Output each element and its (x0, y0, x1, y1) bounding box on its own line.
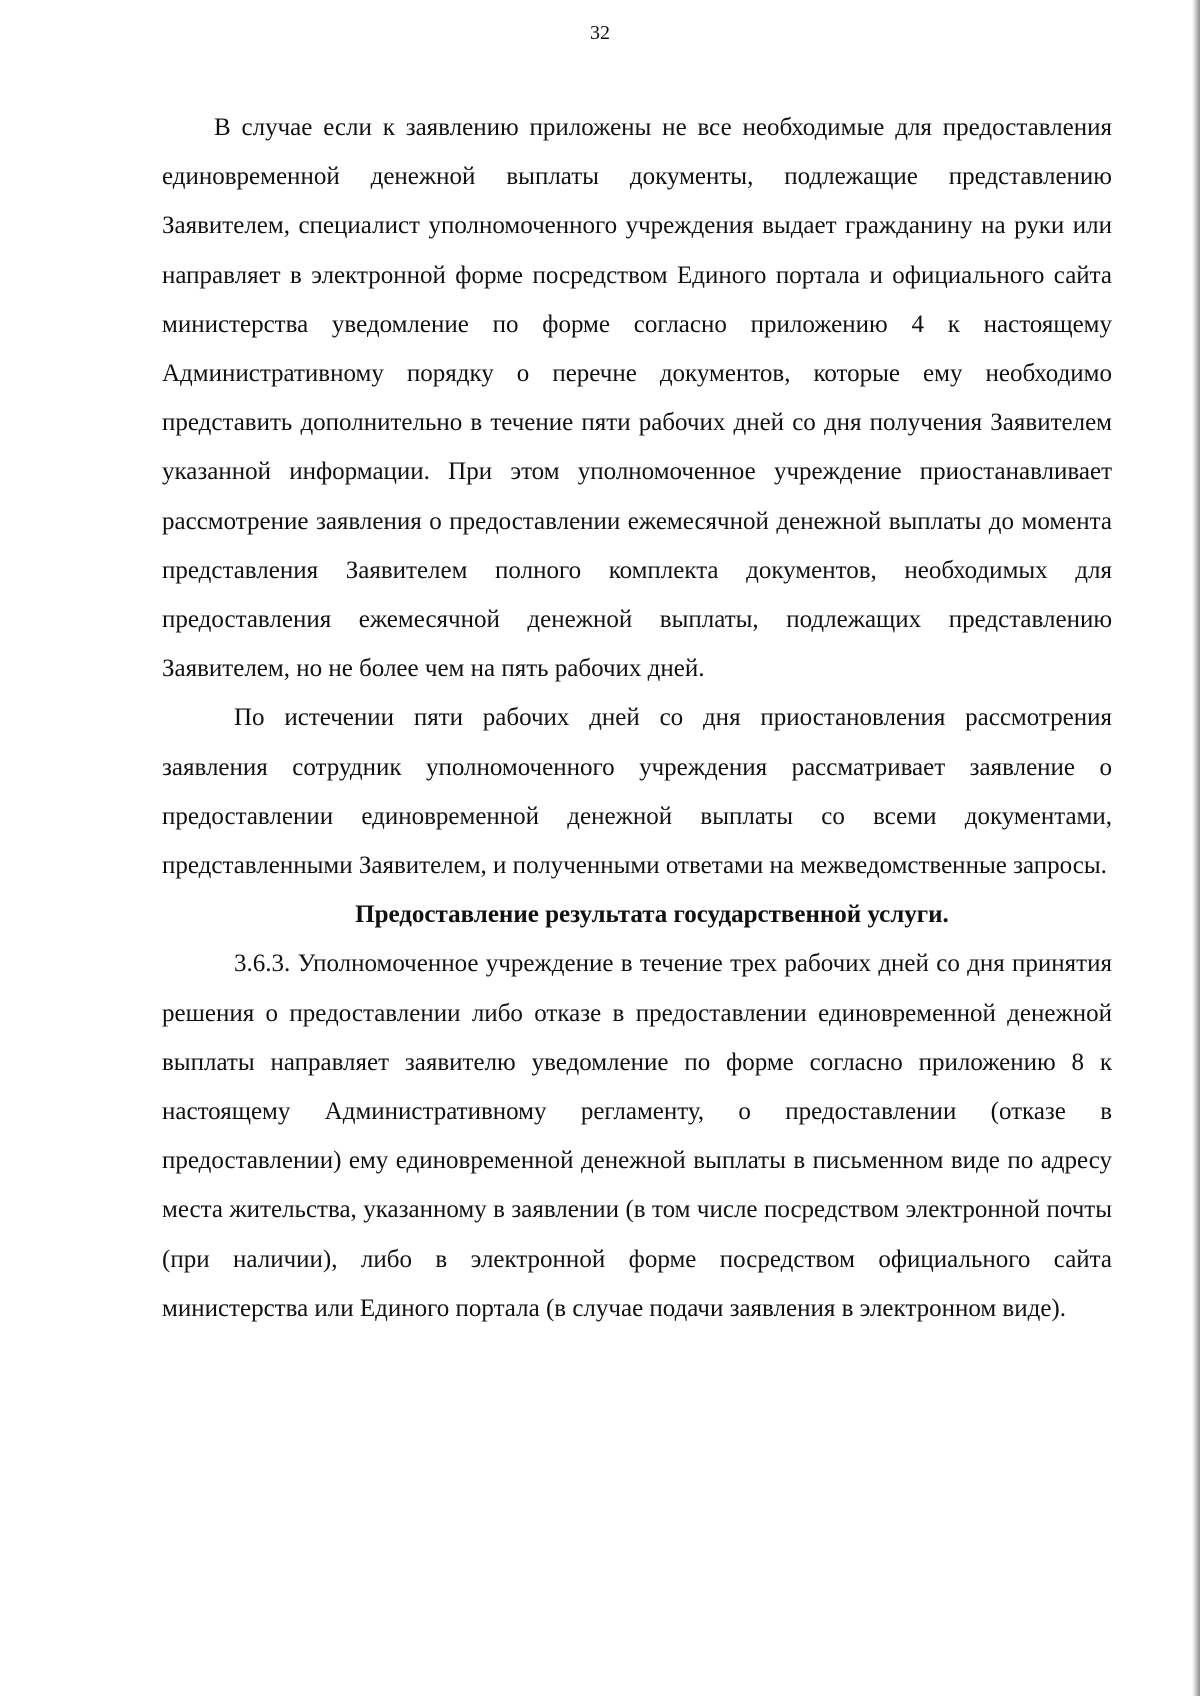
document-body (162, 103, 1112, 1333)
page-number: 32 (590, 22, 610, 44)
paragraph-review-after-suspension: По истечении пяти рабочих дней со дня приостановления рассмотрения заявления сотрудник уполномоченного учреждения рассматривает заявление о предоставлении единовременной денежной выплаты со всеми документами, представленными Заявителем, и полученными ответами на межведомственные запросы. (162, 704, 1112, 880)
section-heading: Предоставление результата государственной услуги. (355, 901, 949, 929)
paragraph-incomplete-documents: В случае если к заявлению приложены не все необходимые для предоставления единовременной денежной выплаты документы, подлежащие представлению Заявителем, специалист уполномоченного учреждения выдает гражданину на руки или направляет в электронной форме посредством Единого портала и официального сайта министерства уведомление по форме согласно приложению 4 к настоящему Административному порядку о перечне документов, которые ему необходимо представить дополнительно в течение пяти рабочих дней со дня получения Заявителем указанной информации. При этом уполномоченное учреждение приостанавливает рассмотрение заявления о предоставлении ежемесячной денежной выплаты до момента представления Заявителем полного комплекта документов, необходимых для предоставления ежемесячной денежной выплаты, подлежащих представлению Заявителем, но не более чем на пять рабочих дней. (162, 114, 1112, 683)
scan-edge-shadow (1192, 0, 1200, 1696)
paragraph-3-6-3: 3.6.3. Уполномоченное учреждение в течение трех рабочих дней со дня принятия решения о предоставлении либо отказе в предоставлении единовременной денежной выплаты направляет заявителю уведомление по форме согласно приложению 8 к настоящему Административному регламенту, о предоставлении (отказе в предоставлении) ему единовременной денежной выплаты в письменном виде по адресу места жительства, указанному в заявлении (в том числе посредством электронной почты (при наличии), либо в электронной форме посредством официального сайта министерства или Единого портала (в случае подачи заявления в электронном виде). (162, 950, 1112, 1322)
